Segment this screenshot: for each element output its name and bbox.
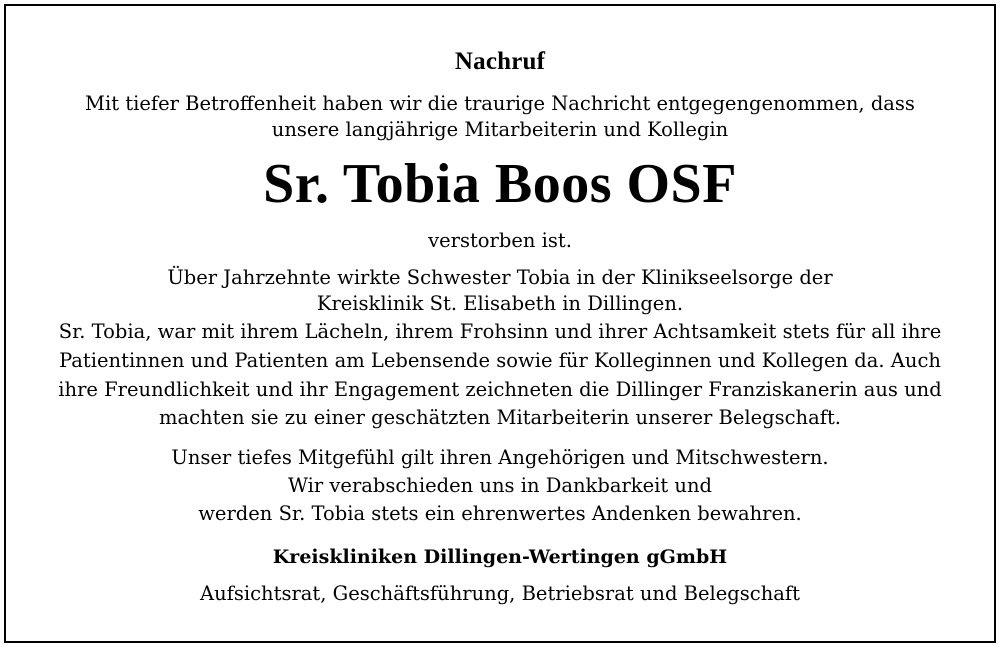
tribute-line: Kreisklinik St. Elisabeth in Dillingen. [316,292,684,315]
tribute-line: machten sie zu einer geschätzten Mitarbeiterin unserer Belegschaft. [159,406,841,429]
deceased-name: Sr. Tobia Boos OSF [263,153,737,215]
intro-line: unsere langjährige Mitarbeiterin und Kollegin [271,118,729,141]
condolence-line: Wir verabschieden uns in Dankbarkeit und [287,474,713,497]
intro-line: Mit tiefer Betroffenheit haben wir die traurige Nachricht entgegengenommen, dass [85,92,915,115]
organization-name: Kreiskliniken Dillingen-Wertingen gGmbH [272,546,728,568]
tribute-line: Patientinnen und Patienten am Lebensende sowie für Kolleginnen und Kollegen da. Auch [59,349,941,372]
obituary-content [6,6,994,641]
condolence-line: werden Sr. Tobia stets ein ehrenwertes Andenken bewahren. [198,502,802,525]
condolence-line: Unser tiefes Mitgefühl gilt ihren Angehörigen und Mitschwestern. [171,446,829,469]
deceased-line: verstorben ist. [428,229,572,252]
tribute-line: Sr. Tobia, war mit ihrem Lächeln, ihrem Frohsinn und ihrer Achtsamkeit stets für all ihre [58,320,942,343]
obituary-heading: Nachruf [454,48,546,75]
signature-line: Aufsichtsrat, Geschäftsführung, Betriebsrat und Belegschaft [200,582,800,605]
tribute-line: Über Jahrzehnte wirkte Schwester Tobia in der Klinikseelsorge der [167,266,833,289]
tribute-line: ihre Freundlichkeit und ihr Engagement zeichneten die Dillinger Franziskanerin aus und [58,378,942,401]
obituary-frame [4,4,996,643]
